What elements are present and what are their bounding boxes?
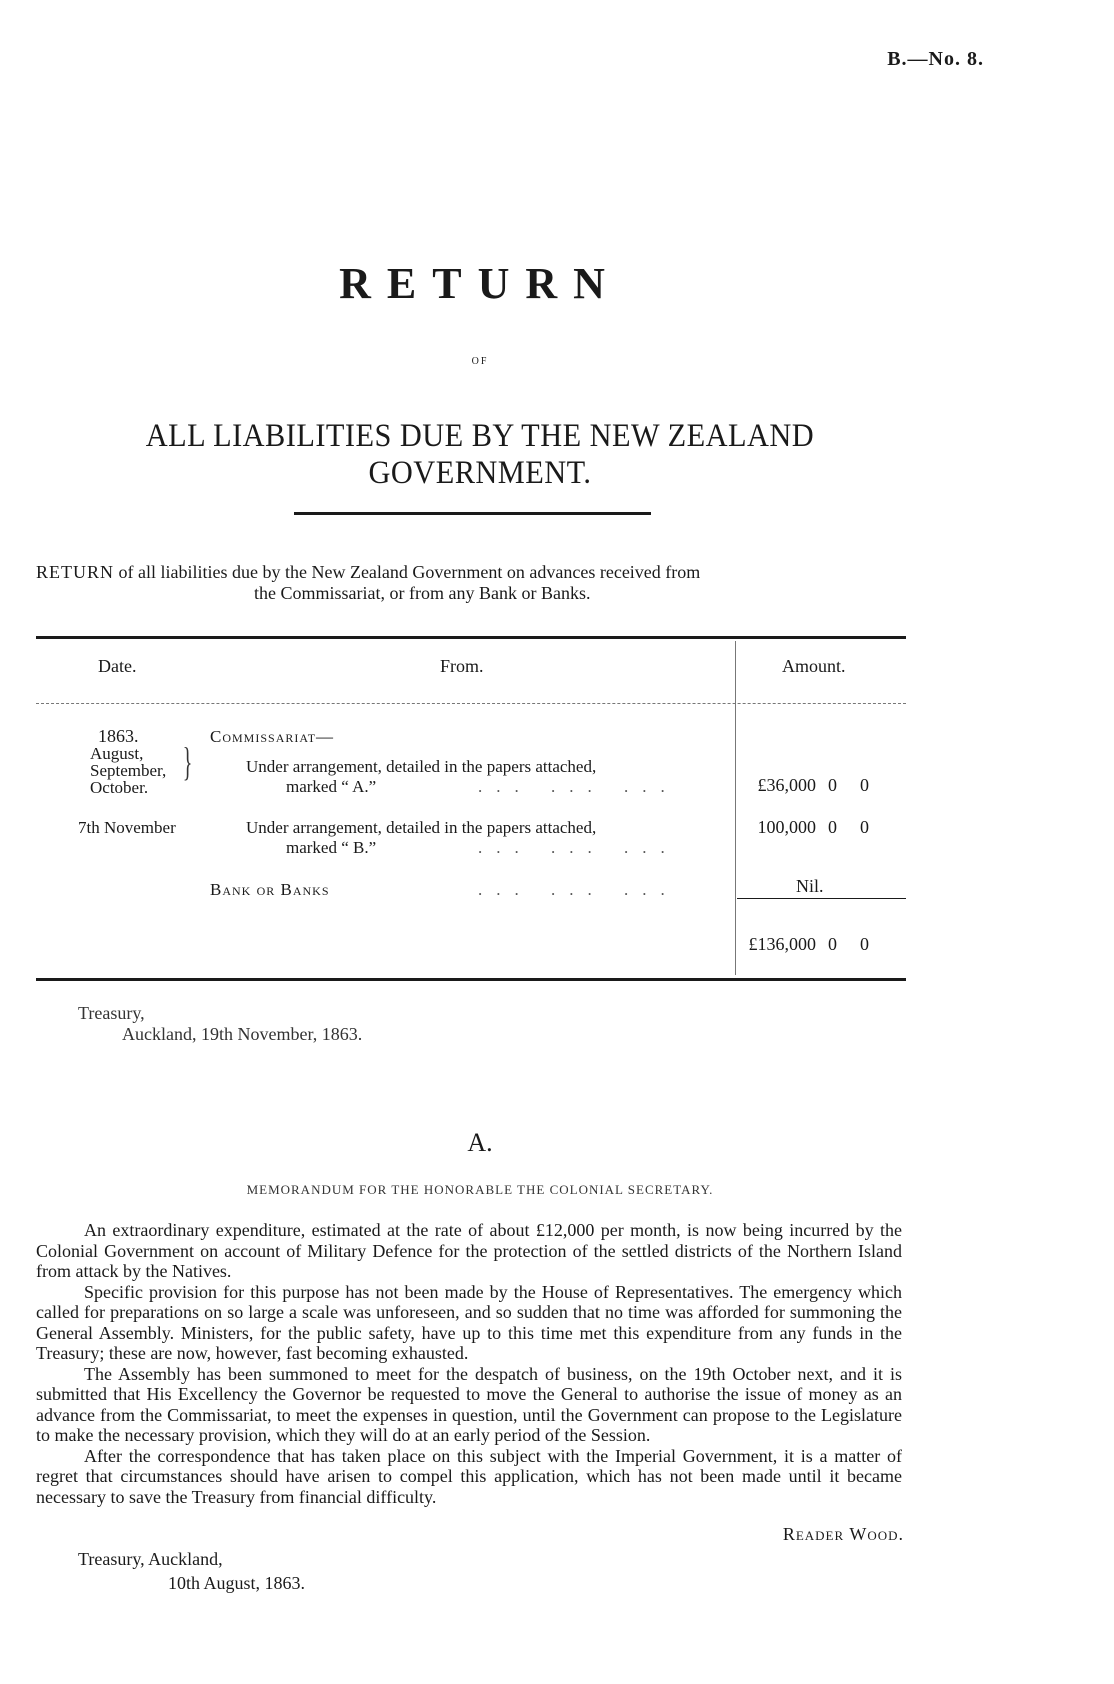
banks-amount: Nil.: [796, 876, 824, 896]
memo-paragraph-2: Specific provision for this purpose has not been made by the House of Representatives. The emergency which called for preparations on so large a scale was unforeseen, and so sudden that no time was afforded for summoning the General Assembly. Ministers, for the public safety, have up to this time met this expenditure from any funds in the Treasury; these are now, however, fast becoming exhausted.: [36, 1281, 902, 1363]
appendix-letter: A.: [467, 1128, 493, 1157]
intro-paragraph: [36, 562, 902, 604]
table-bottom-rule: [36, 978, 906, 981]
header-divider: [36, 703, 906, 704]
row-1-amount: £36,000: [757, 775, 816, 795]
banks-label: Bank or Banks: [210, 880, 330, 899]
row-1-pence: 0: [860, 775, 869, 795]
document-reference: B.—No. 8.: [887, 48, 984, 70]
row-1-date-line-3: October.: [90, 778, 149, 797]
memo-heading: MEMORANDUM FOR THE HONORABLE THE COLONIAL SECRETARY.: [246, 1182, 714, 1197]
row-2-description-line-1: Under arrangement, detailed in the papers attached,: [246, 818, 597, 837]
memo-paragraph-3: The Assembly has been summoned to meet for the despatch of business, on the 19th October next, and it is submitted that His Excellency the Governor be requested to move the General to authorise the issue of money as an advance from the Commissariat, to meet the expenses in question, until the Government can propose to the Legislature to make the necessary provision, which they will do at an early period of the Session.: [36, 1363, 902, 1445]
row-1-brace: }: [182, 739, 193, 784]
total-amount: £136,000: [748, 934, 816, 954]
memo-signature-line-2: 10th August, 1863.: [168, 1573, 306, 1593]
column-header-amount: Amount.: [782, 656, 846, 676]
row-2-leader-dots: ... ... ...: [478, 838, 679, 857]
row-1-leader-dots: ... ... ...: [478, 777, 679, 796]
return-signature: [78, 1003, 362, 1045]
row-2-pence: 0: [860, 817, 869, 837]
title-divider: [294, 512, 651, 515]
memo-signature-line-1: Treasury, Auckland,: [78, 1549, 223, 1569]
memo-body: [36, 1220, 902, 1507]
row-2-description-line-2: marked “ B.”: [286, 838, 377, 857]
memo-author: Reader Wood.: [782, 1524, 904, 1544]
group-label-commissariat: Commissariat—: [210, 727, 335, 746]
row-2-shillings: 0: [828, 817, 837, 837]
intro-line-1: of all liabilities due by the New Zealand Government on advances received from: [118, 562, 701, 582]
intro-line-2: the Commissariat, or from any Bank or Banks.: [254, 583, 591, 603]
memo-paragraph-1: An extraordinary expenditure, estimated at the rate of about £12,000 per month, is now being incurred by the Colonial Government on account of Military Defence for the protection of the settled districts of the Northern Island from attack by the Natives.: [36, 1220, 902, 1281]
row-1-date-line-2: September,: [90, 761, 167, 780]
row-1-shillings: 0: [828, 775, 837, 795]
page-subtitle: ALL LIABILITIES DUE BY THE NEW ZEALAND GOVERNMENT.: [145, 418, 815, 491]
table-row-2-date: 7th November: [78, 818, 176, 837]
page-title: RETURN: [339, 259, 621, 308]
total-pence: 0: [860, 934, 869, 954]
return-signature-line-2: Auckland, 19th November, 1863.: [122, 1024, 363, 1044]
row-1-date-line-1: August,: [90, 744, 144, 763]
title-connector: OF: [471, 356, 489, 367]
row-1-description-line-2: marked “ A.”: [286, 777, 377, 796]
memo-signature: [78, 1547, 305, 1595]
amount-column-divider: [735, 641, 736, 975]
table-top-rule: [36, 636, 906, 639]
memo-paragraph-4: After the correspondence that has taken place on this subject with the Imperial Government, it is a matter of regret that circumstances should have arisen to compel this application, which has not been made until it became necessary to save the Treasury from financial difficulty.: [36, 1445, 902, 1507]
return-signature-line-1: Treasury,: [78, 1003, 145, 1023]
row-1-description-line-1: Under arrangement, detailed in the papers attached,: [246, 757, 597, 776]
column-header-date: Date.: [98, 656, 137, 676]
total-rule: [737, 898, 906, 899]
row-2-amount: 100,000: [757, 817, 816, 837]
banks-leader-dots: ... ... ...: [478, 880, 679, 899]
column-header-from: From.: [440, 656, 484, 676]
table-row-1-date: [90, 745, 166, 796]
intro-lead: RETURN: [36, 562, 114, 582]
group-year: 1863.: [98, 726, 139, 746]
total-shillings: 0: [828, 934, 837, 954]
